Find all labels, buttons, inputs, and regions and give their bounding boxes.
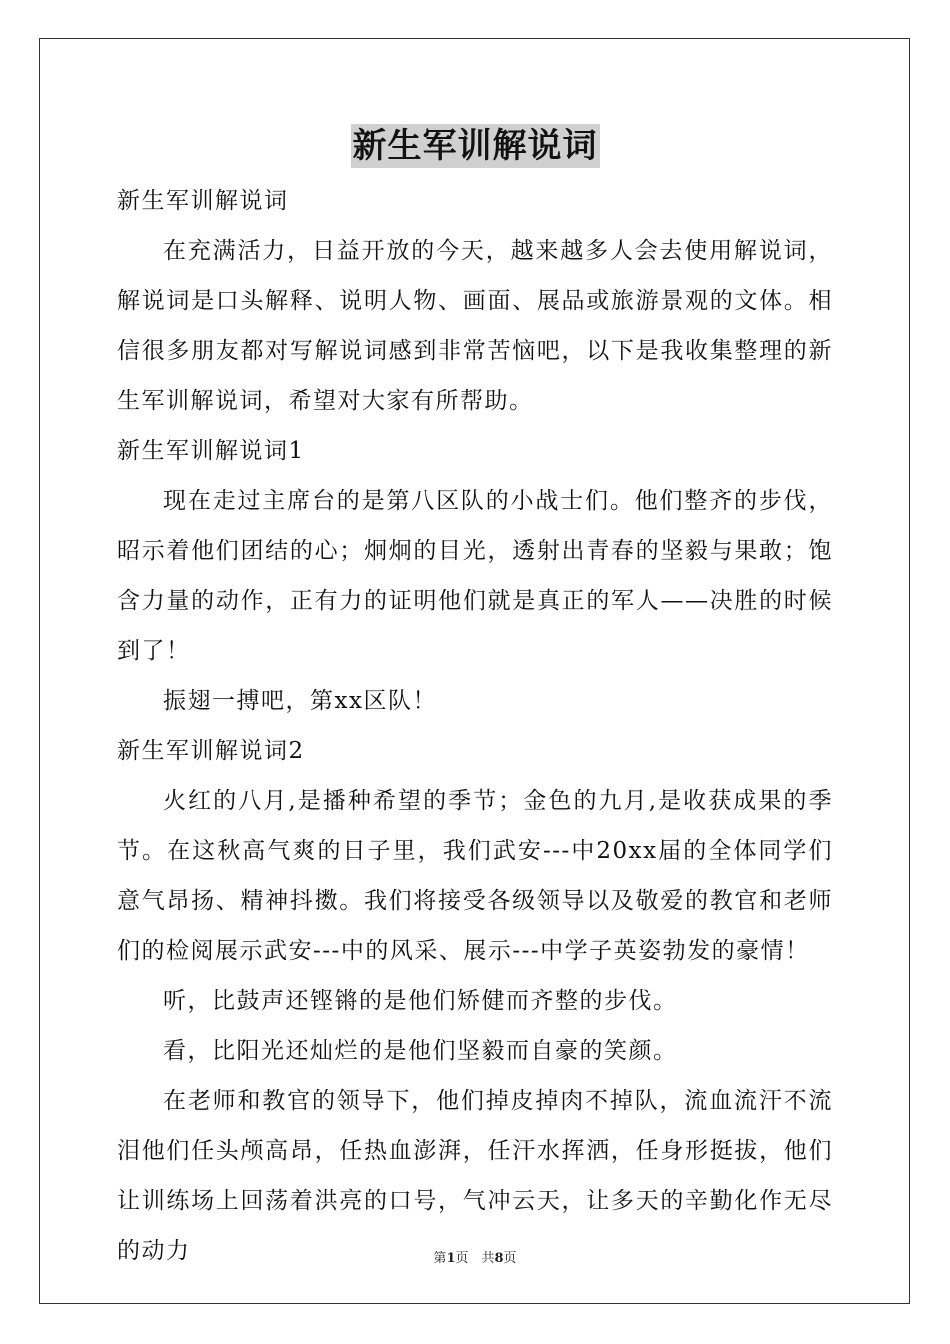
page-total: 8 [494, 1251, 504, 1266]
paragraph: 听，比鼓声还铿锵的是他们矫健而齐整的步伐。 [163, 988, 678, 1014]
paragraph: 现在走过主席台的是第八区队的小战士们。他们整齐的步伐，昭示着他们团结的心；炯炯的目光，透射出青春的坚毅与果敢；饱含力量的动作，正有力的证明他们就是真正的军人——决胜的时候到了！ [117, 488, 833, 664]
paragraph: 看，比阳光还灿烂的是他们坚毅而自豪的笑颜。 [163, 1038, 678, 1064]
paragraph: 新生军训解说词 [117, 188, 289, 214]
paragraph: 新生军训解说词2 [117, 738, 305, 764]
document-title: 新生军训解说词 [352, 126, 598, 166]
paragraph: 新生军训解说词1 [117, 438, 305, 464]
page-suffix: 页 [503, 1251, 517, 1266]
paragraph: 在老师和教官的领导下，他们掉皮掉肉不掉队，流血流汗不流泪他们任头颅高昂，任热血澎湃，任汗水挥洒，任身形挺拔，他们让训练场上回荡着洪亮的口号，气冲云天，让多天的辛勤化作无尽的动力 [117, 1088, 833, 1264]
document-body [117, 176, 833, 1276]
paragraph: 火红的八月,是播种希望的季节；金色的九月,是收获成果的季节。在这秋高气爽的日子里，我们武安---中20xx届的全体同学们意气昂扬、精神抖擞。我们将接受各级领导以及敬爱的教官和老师们的检阅展示武安---中的风采、展示---中学子英姿勃发的豪情！ [117, 788, 833, 964]
page-footer [0, 1247, 950, 1266]
paragraph: 在充满活力，日益开放的今天，越来越多人会去使用解说词，解说词是口头解释、说明人物、画面、展品或旅游景观的文体。相信很多朋友都对写解说词感到非常苦恼吧，以下是我收集整理的新生军训解说词，希望对大家有所帮助。 [117, 238, 833, 414]
page-current: 1 [446, 1251, 456, 1266]
page-prefix: 第 [433, 1251, 447, 1266]
page-mid: 页 共 [455, 1251, 495, 1266]
paragraph: 振翅一搏吧，第xx区队！ [163, 688, 437, 714]
title-container [0, 124, 950, 168]
